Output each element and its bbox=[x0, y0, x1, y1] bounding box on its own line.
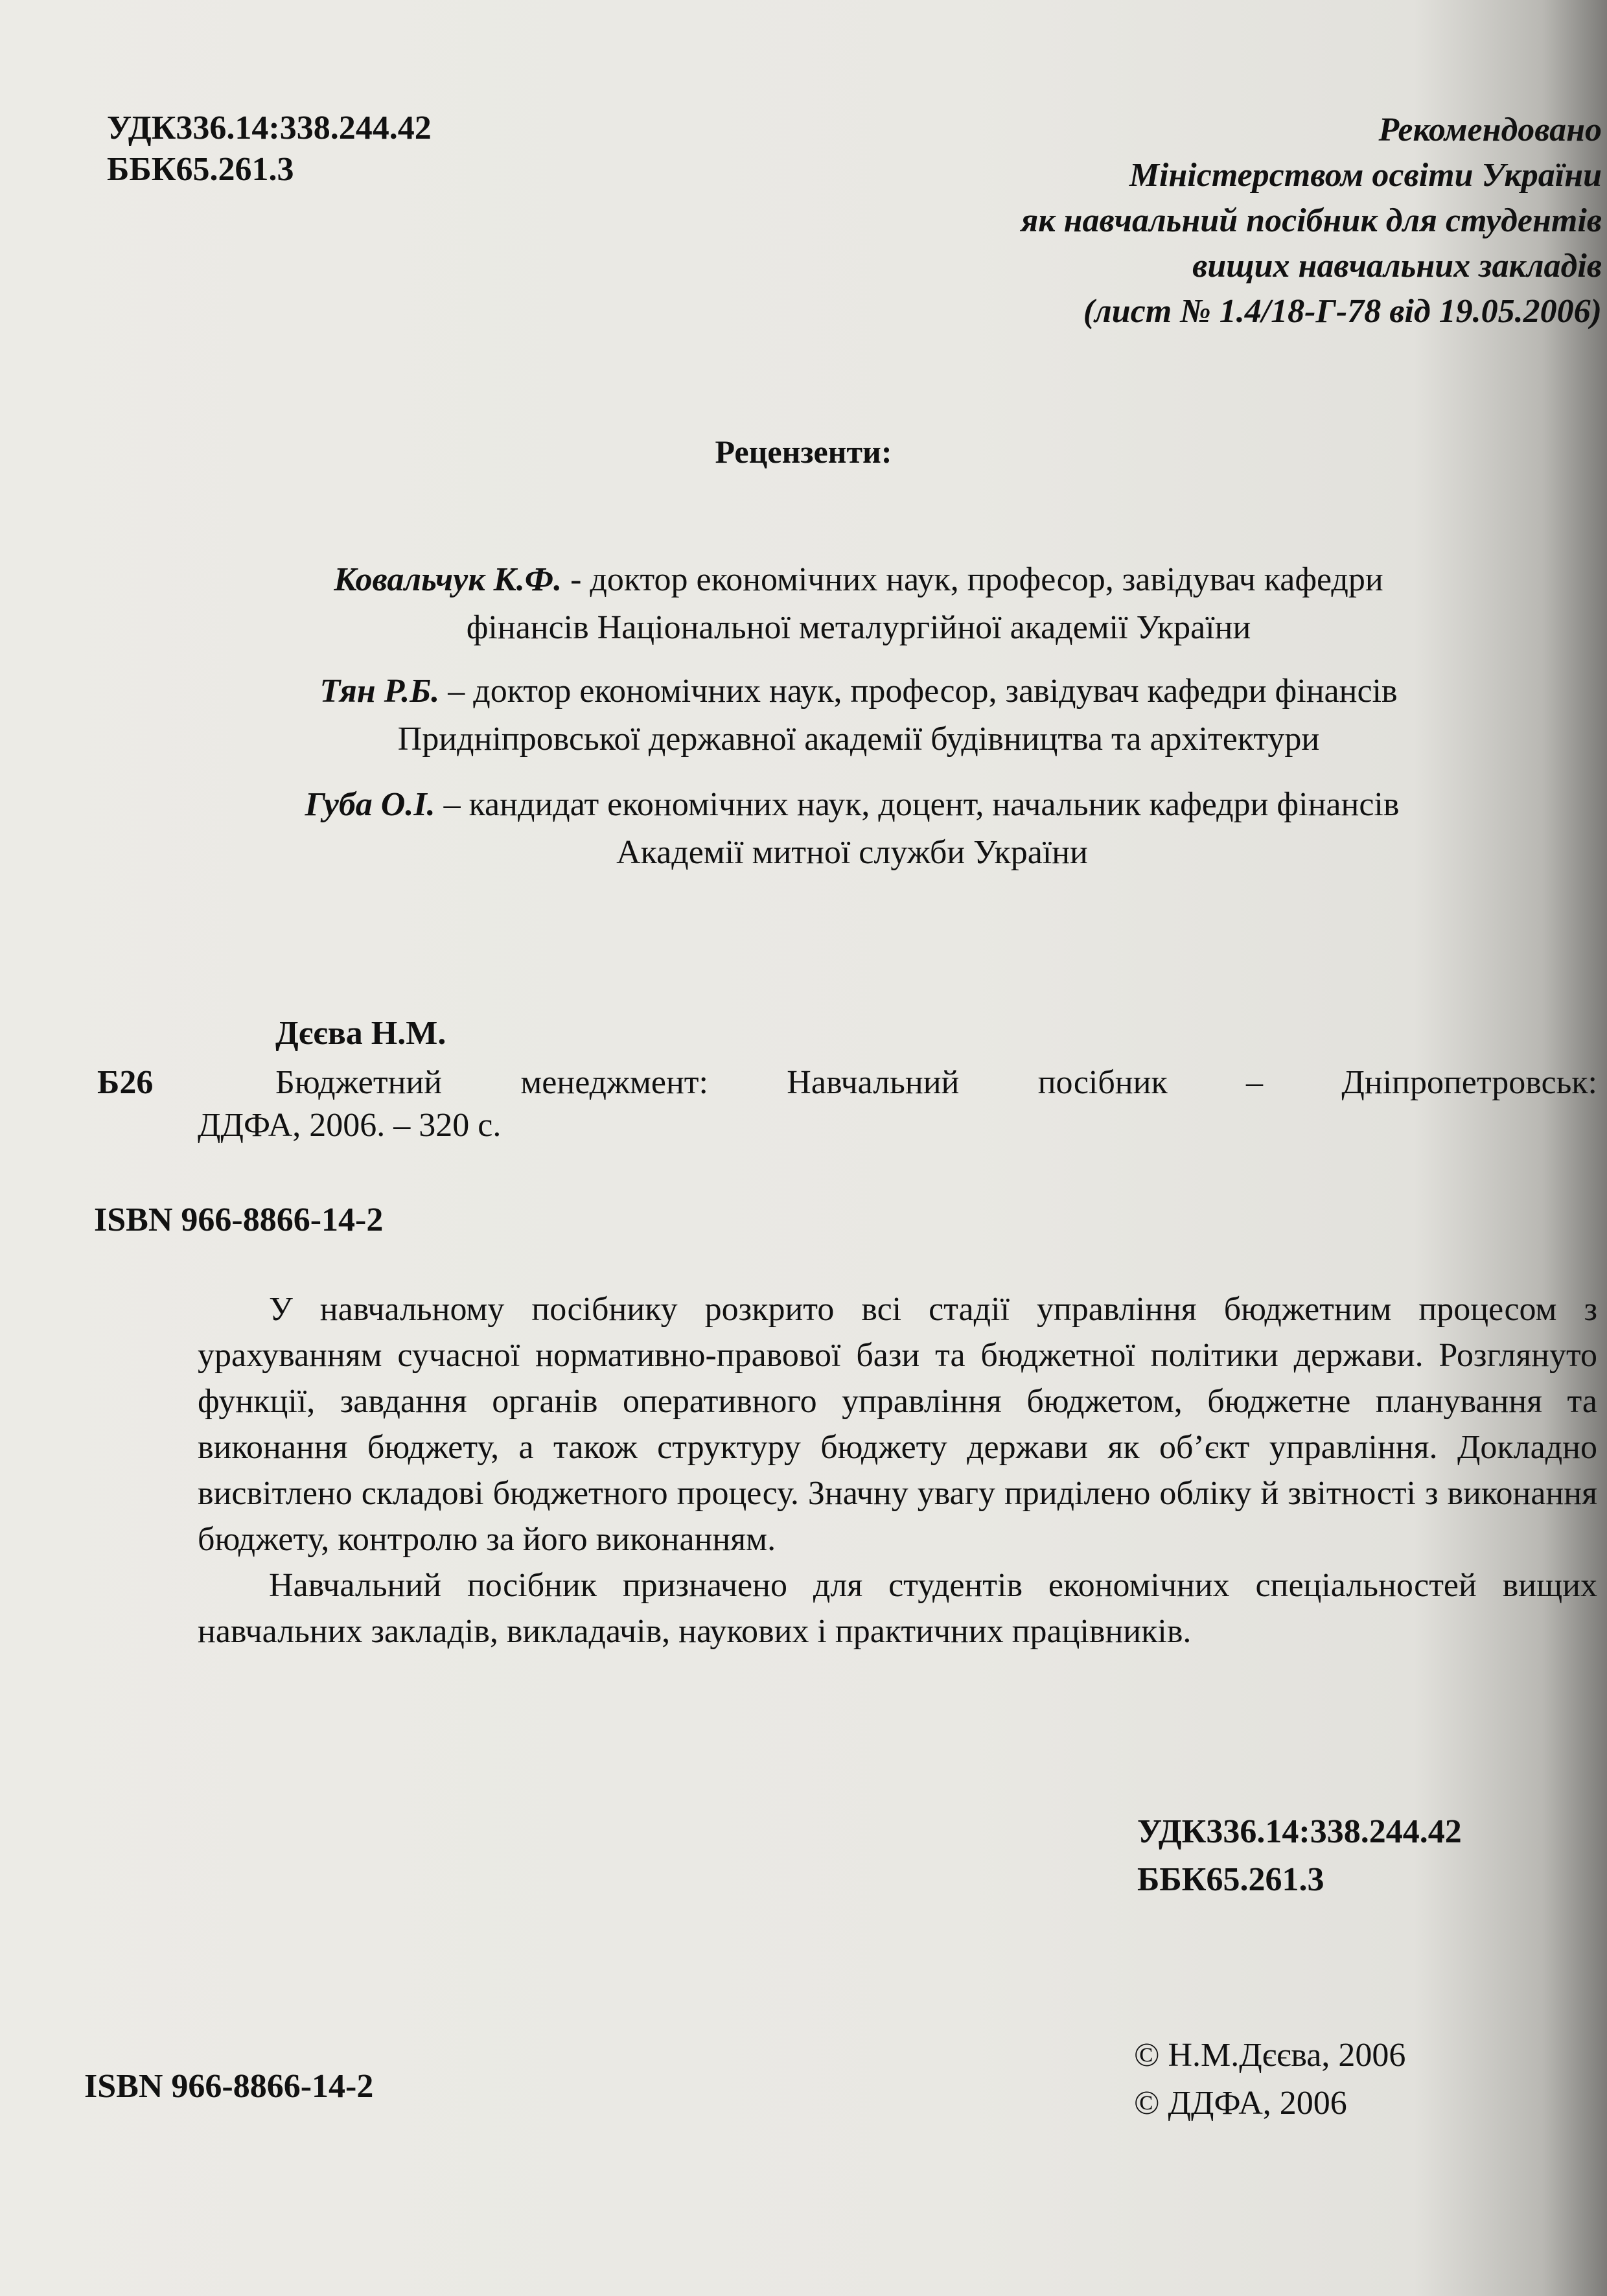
footer-bbk-code: ББК65.261.3 bbox=[1137, 1861, 1324, 1898]
reviewer-title: – доктор економічних наук, професор, завідувач кафедри фінансів bbox=[439, 673, 1398, 710]
abstract-paragraph: У навчальному посібнику розкрито всі стадії управління бюджетним процесом з урахуванням сучасної нормативно-правової бази та бюджетної політики держави. Розглянуто функції, завдання органів оперативного управління бюджетом, бюджетне планування та виконання бюджету, а також структуру бюджету держави як об’єкт управління. Докладно висвітлено складові бюджетного процесу. Значну увагу приділено обліку й звітності з виконання бюджету, контролю за його виконанням. bbox=[198, 1291, 1597, 1558]
recommendation-line-1: Рекомендовано bbox=[1378, 111, 1602, 148]
copyright-author: © Н.М.Дєєва, 2006 bbox=[1134, 2037, 1406, 2074]
footer-classification bbox=[1137, 1808, 1462, 1904]
book-code: Б26 bbox=[97, 1064, 154, 1101]
udk-code: УДК336.14:338.244.42 bbox=[107, 110, 432, 146]
reviewer-name: Губа О.І. bbox=[305, 786, 435, 823]
abstract bbox=[198, 1286, 1597, 1654]
recommendation-line-2: Міністерством освіти України bbox=[1129, 157, 1602, 194]
reviewer-name: Тян Р.Б. bbox=[319, 673, 440, 710]
book-description-line-1: Бюджетний менеджмент: Навчальний посібник – Дніпропетровськ: bbox=[275, 1064, 1597, 1101]
abstract-paragraph: Навчальний посібник призначено для студентів економічних спеціальностей вищих навчальних закладів, викладачів, наукових і практичних працівників. bbox=[198, 1567, 1597, 1650]
recommendation-line-3: як навчальний посібник для студентів bbox=[1021, 202, 1602, 239]
reviewer-affiliation: Придніпровської державної академії будівництва та архітектури bbox=[397, 721, 1320, 758]
reviewer-affiliation: Академії митної служби України bbox=[616, 834, 1088, 871]
reviewer-title: - доктор економічних наук, професор, завідувач кафедри bbox=[562, 561, 1383, 598]
bbk-code: ББК65.261.3 bbox=[107, 151, 294, 188]
copyright-block bbox=[1134, 2032, 1405, 2128]
reviewer-entry bbox=[130, 781, 1575, 877]
book-description-line-2: ДДФА, 2006. – 320 с. bbox=[198, 1107, 502, 1144]
recommendation-block bbox=[1021, 108, 1602, 334]
footer-udk-code: УДК336.14:338.244.42 bbox=[1137, 1813, 1462, 1850]
book-author: Дєєва Н.М. bbox=[275, 1015, 446, 1052]
recommendation-line-5: (лист № 1.4/18-Г-78 від 19.05.2006) bbox=[1083, 293, 1602, 330]
copyright-publisher: © ДДФА, 2006 bbox=[1134, 2085, 1347, 2122]
footer-isbn: ISBN 966-8866-14-2 bbox=[84, 2068, 374, 2105]
reviewer-name: Ковальчук К.Ф. bbox=[334, 561, 562, 598]
reviewer-affiliation: фінансів Національної металургійної академії України bbox=[466, 609, 1251, 646]
book-isbn: ISBN 966-8866-14-2 bbox=[94, 1201, 384, 1238]
reviewer-entry bbox=[162, 556, 1555, 652]
classification-block bbox=[107, 108, 432, 191]
reviewer-entry bbox=[149, 667, 1568, 763]
reviewers-title: Рецензенти: bbox=[715, 434, 892, 470]
reviewer-title: – кандидат економічних наук, доцент, начальник кафедри фінансів bbox=[435, 786, 1400, 823]
recommendation-line-4: вищих навчальних закладів bbox=[1192, 248, 1602, 284]
